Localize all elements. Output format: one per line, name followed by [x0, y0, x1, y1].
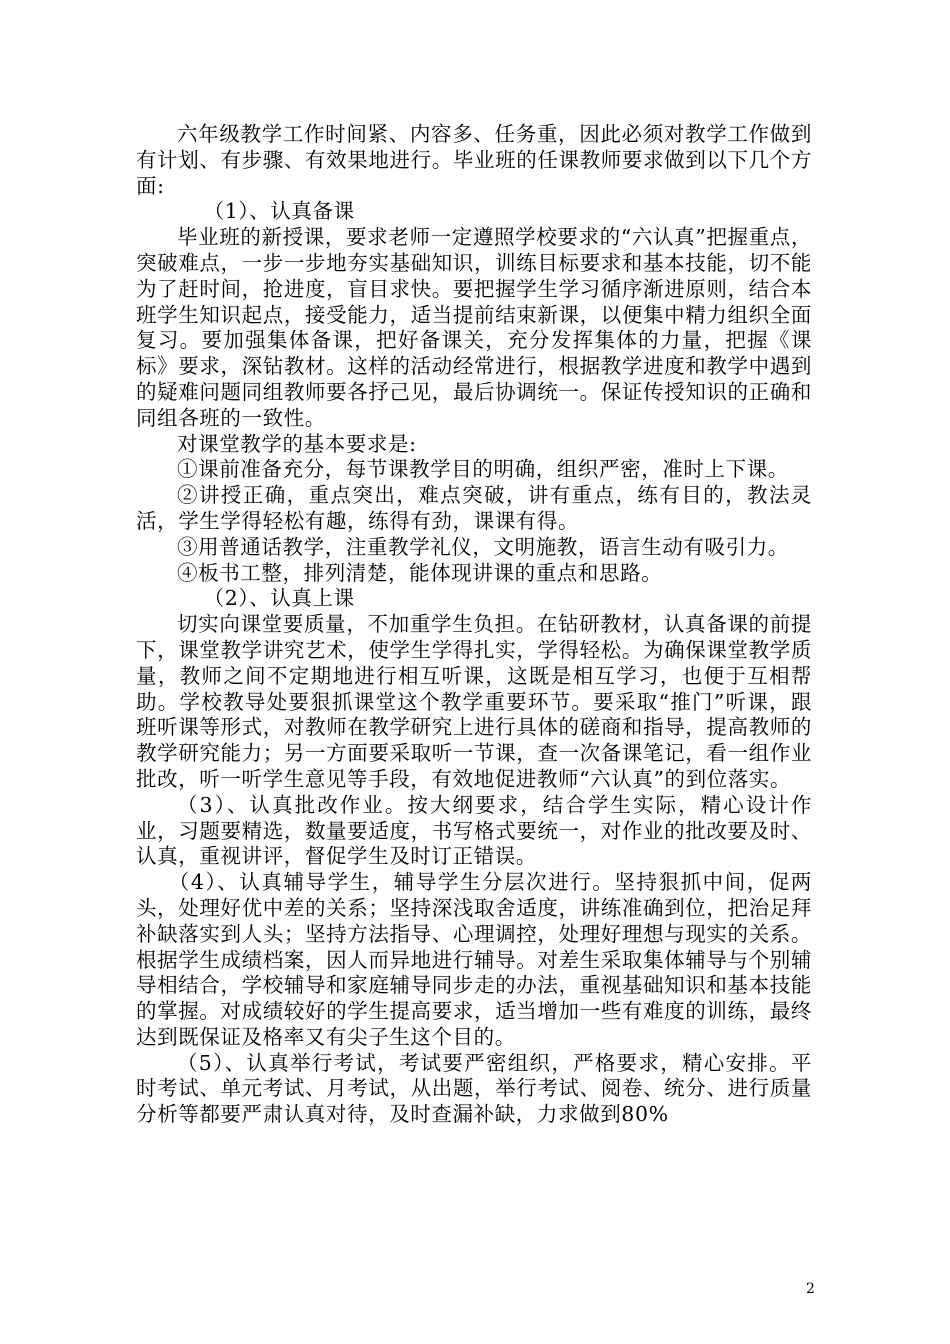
list-item-requirement-2: ②讲授正确，重点突出，难点突破，讲有重点，练有目的，教法灵活，学生学得轻松有趣，练得有劲，课课有得。 [136, 483, 812, 533]
paragraph-homework: （3）、认真批改作业。按大纲要求，结合学生实际，精心设计作业，习题要精选，数量要适度，书写格式要统一，对作业的批改要及时、认真，重视讲评，督促学生及时订正错误。 [136, 792, 812, 869]
paragraph-intro: 六年级教学工作时间紧、内容多、任务重，因此必须对教学工作做到有计划、有步骤、有效果地进行。毕业班的任课教师要求做到以下几个方面: [136, 122, 812, 198]
paragraph-teaching: 切实向课堂要质量，不加重学生负担。在钻研教材，认真备课的前提下，课堂教学讲究艺术，使学生学得扎实，学得轻松。为确保课堂教学质量，教师之间不定期地进行相互听课，这既是相互学习，也便于互相帮助。学校教导处要狠抓课堂这个教学重要环节。要采取“推门”听课，跟班听课等形式，对教师在教学研究上进行具体的磋商和指导，提高教师的教学研究能力；另一方面要采取听一节课，查一次备课笔记，看一组作业批改，听一听学生意见等手段，有效地促进教师“六认真”的到位落实。 [136, 612, 812, 791]
paragraph-lesson-prep: 毕业班的新授课，要求老师一定遵照学校要求的“六认真”把握重点，突破难点，一步一步地夯实基础知识，训练目标要求和基本技能，切不能为了赶时间，抢进度，盲目求快。要把握学生学习循序渐进原则，结合本班学生知识起点，接受能力，适当提前结束新课，以便集中精力组织全面复习。要加强集体备课，把好备课关，充分发挥集体的力量，把握《课标》要求，深钻教材。这样的活动经常进行，根据教学进度和教学中遇到的疑难问题同组教师要各抒己见，最后协调统一。保证传授知识的正确和同组各班的一致性。 [136, 225, 812, 430]
heading-teaching: （2）、认真上课 [203, 586, 355, 611]
list-item-requirement-1: ①课前准备充分，每节课教学目的明确，组织严密，准时上下课。 [177, 457, 789, 482]
paragraph-classroom-requirements: 对课堂教学的基本要求是: [177, 431, 417, 456]
body-text [136, 122, 812, 1128]
paragraph-exams: （5）、认真举行考试，考试要严密组织，严格要求，精心安排。平时考试、单元考试、月考试，从出题，举行考试、阅卷、统分、进行质量分析等都要严肃认真对待，及时查漏补缺，力求做到80% [136, 1050, 812, 1127]
page-number: 2 [806, 1281, 815, 1297]
paragraph-tutoring: （4）、认真辅导学生，辅导学生分层次进行。坚持狠抓中间，促两头，处理好优中差的关系；坚持深浅取舍适度，讲练准确到位，把治足拜补缺落实到人头；坚持方法指导、心理调控，处理好理想与现实的关系。根据学生成绩档案，因人而异地进行辅导。对差生采取集体辅导与个别辅导相结合，学校辅导和家庭辅导同步走的办法，重视基础知识和基本技能的掌握。对成绩较好的学生提高要求，适当增加一些有难度的训练，最终达到既保证及格率又有尖子生这个目的。 [136, 870, 812, 1049]
list-item-requirement-4: ④板书工整，排列清楚，能体现讲课的重点和思路。 [177, 560, 663, 585]
heading-lesson-prep: （1）、认真备课 [203, 199, 355, 224]
list-item-requirement-3: ③用普通话教学，注重教学礼仪，文明施教，语言生动有吸引力。 [177, 534, 789, 559]
